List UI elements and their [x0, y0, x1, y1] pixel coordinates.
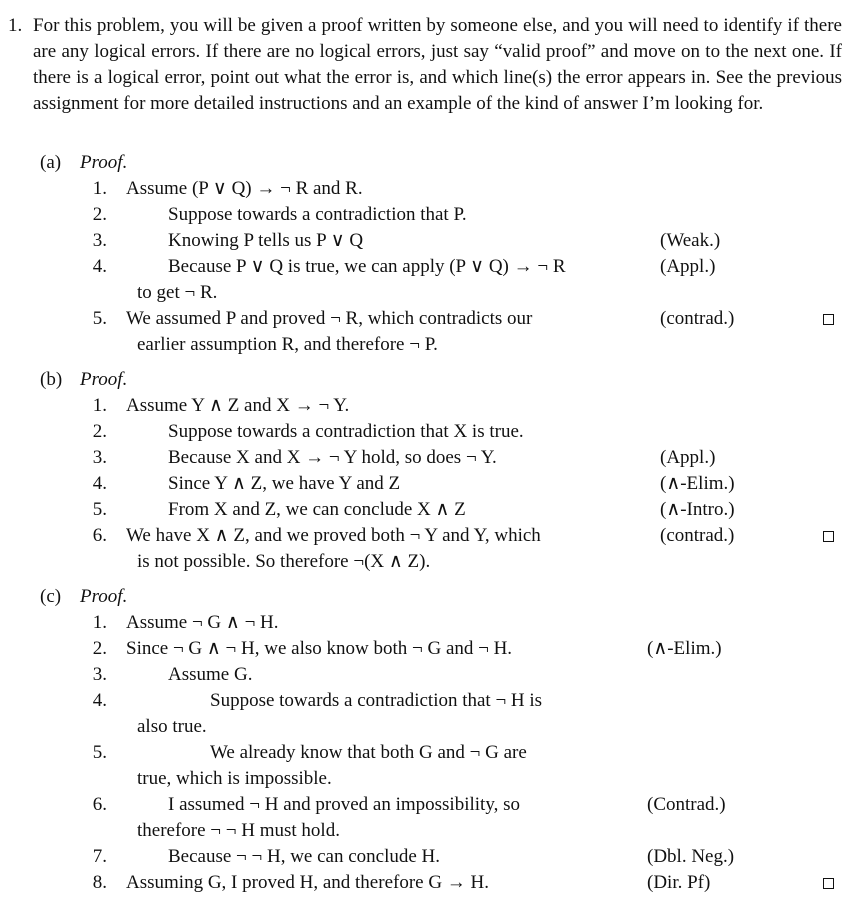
line-number: 8. [92, 872, 107, 893]
line-number: 7. [92, 846, 107, 867]
part-c-header [40, 584, 127, 610]
line-text: Since ¬ G ∧ ¬ H, we also know both ¬ G and ¬ H. [126, 638, 513, 659]
line-text: Knowing P tells us P ∨ Q [168, 230, 364, 251]
line-text: From X and Z, we can conclude X ∧ Z [168, 499, 466, 520]
qed-square-icon [823, 878, 834, 889]
problem-text: For this problem, you will be given a proof written by someone else, and you will need to identify if there are any logical errors. If there are no logical errors, just say “valid proof” and move on to the next one. If there is a logical error, point out what the error is, and which line(s) the error appears in. See the previous assignment for more detailed instructions and an example of the kind of answer I’m looking for. [33, 15, 842, 114]
line-number: 3. [92, 230, 107, 251]
justification: (contrad.) [660, 308, 735, 329]
line-continuation: also true. [137, 716, 207, 737]
line-text: Because ¬ ¬ H, we can conclude H. [168, 846, 441, 867]
line-number: 3. [92, 664, 107, 685]
problem-number: 1. [8, 15, 23, 36]
justification: (Dbl. Neg.) [647, 846, 735, 867]
line-text: Because X and X → ¬ Y hold, so does ¬ Y. [168, 447, 497, 468]
part-label: (a) [40, 152, 62, 173]
proof-title: Proof. [80, 369, 128, 390]
proof-title: Proof. [80, 152, 128, 173]
line-text: Since Y ∧ Z, we have Y and Z [168, 473, 401, 494]
line-text: Suppose towards a contradiction that ¬ H is [210, 690, 543, 711]
line-text: Because P ∨ Q is true, we can apply (P ∨ Q) → ¬ R [168, 256, 566, 277]
justification: (contrad.) [660, 525, 735, 546]
line-number: 1. [92, 612, 107, 633]
line-number: 4. [92, 256, 107, 277]
line-number: 2. [92, 421, 107, 442]
line-number: 4. [92, 473, 107, 494]
part-a-header [40, 150, 127, 176]
justification: (∧-Elim.) [660, 473, 735, 494]
line-number: 6. [92, 525, 107, 546]
justification: (∧-Intro.) [660, 499, 735, 520]
justification: (Appl.) [660, 447, 716, 468]
justification: (Contrad.) [647, 794, 726, 815]
line-text: We have X ∧ Z, and we proved both ¬ Y and Y, which [126, 525, 541, 546]
line-text: Suppose towards a contradiction that P. [168, 204, 467, 225]
justification: (Dir. Pf) [647, 872, 711, 893]
line-continuation: to get ¬ R. [137, 282, 218, 303]
line-number: 2. [92, 638, 107, 659]
line-number: 1. [92, 178, 107, 199]
part-label: (c) [40, 586, 62, 607]
justification: (∧-Elim.) [647, 638, 722, 659]
line-continuation: earlier assumption R, and therefore ¬ P. [137, 334, 438, 355]
line-number: 5. [92, 499, 107, 520]
line-number: 2. [92, 204, 107, 225]
line-continuation: is not possible. So therefore ¬(X ∧ Z). [137, 551, 431, 572]
qed-square-icon [823, 314, 834, 325]
qed-square-icon [823, 531, 834, 542]
line-number: 1. [92, 395, 107, 416]
line-continuation: true, which is impossible. [137, 768, 332, 789]
problem-statement [8, 13, 842, 117]
line-number: 5. [92, 742, 107, 763]
line-number: 5. [92, 308, 107, 329]
part-label: (b) [40, 369, 63, 390]
line-text: Assume G. [168, 664, 253, 685]
justification: (Weak.) [660, 230, 721, 251]
line-text: Assuming G, I proved H, and therefore G → H. [126, 872, 490, 893]
proof-title: Proof. [80, 586, 128, 607]
line-text: We already know that both G and ¬ G are [210, 742, 527, 763]
line-text: I assumed ¬ H and proved an impossibility, so [168, 794, 520, 815]
line-continuation: therefore ¬ ¬ H must hold. [137, 820, 340, 841]
line-number: 4. [92, 690, 107, 711]
line-number: 6. [92, 794, 107, 815]
justification: (Appl.) [660, 256, 716, 277]
line-text: Assume ¬ G ∧ ¬ H. [126, 612, 279, 633]
line-text: Assume (P ∨ Q) → ¬ R and R. [126, 178, 363, 199]
line-number: 3. [92, 447, 107, 468]
line-text: Assume Y ∧ Z and X → ¬ Y. [126, 395, 350, 416]
line-text: We assumed P and proved ¬ R, which contradicts our [126, 308, 533, 329]
part-b-header [40, 367, 127, 393]
line-text: Suppose towards a contradiction that X is true. [168, 421, 524, 442]
